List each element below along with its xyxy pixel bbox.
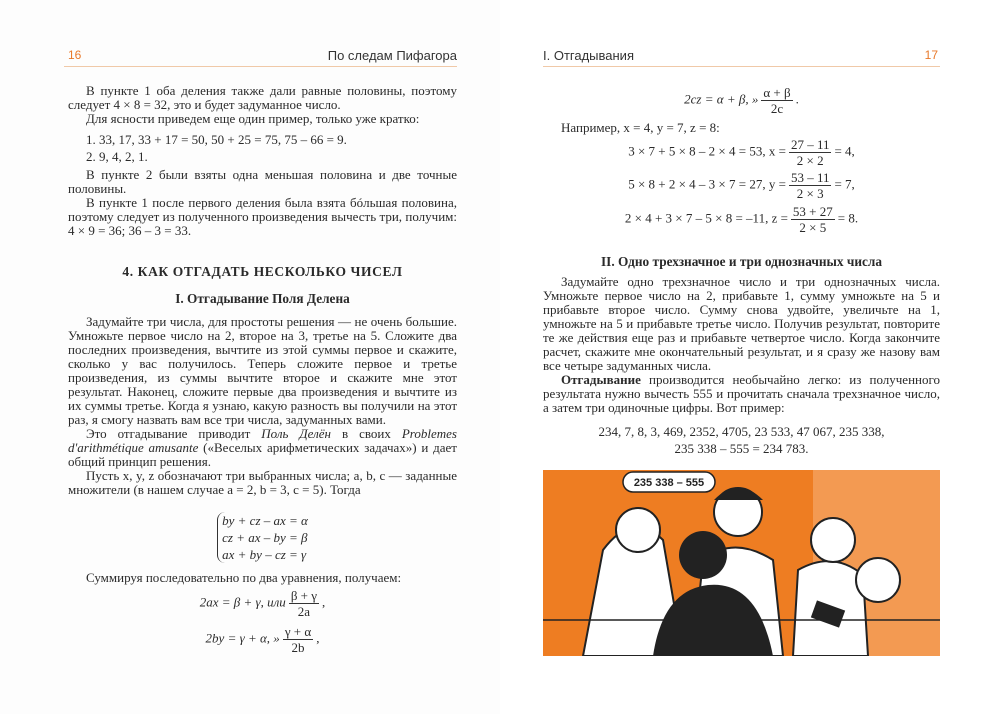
example-equation: 3 × 7 + 5 × 8 – 2 × 4 = 53, x = $\frac{27 - 11}{2 \times 2}$ = 4, [628,137,855,168]
subsection-title: II. Одно трехзначное и три однозначных числа [600,254,883,269]
paragraph: Для ясности приведем еще один пример, только уже кратко: [86,111,420,126]
running-head: По следам Пифагора [327,48,457,63]
left-section-body [68,315,457,497]
equation-system: by + cz – ax = α cz + ax – by = β ax + by – cz = γ [217,512,308,563]
example-sequence: 234, 7, 8, 3, 469, 2352, 4705, 23 533, 47 067, 235 338, [598,424,885,439]
page-number: 16 [68,48,82,62]
illustration-people-at-table [543,470,940,656]
list-item: 1. 33, 17, 33 + 17 = 50, 50 + 25 = 75, 75 – 66 = 9. [86,132,347,147]
paragraph: Отгадывание производится необычайно легко: из полученного результата нужно вычесть 555 и прочитать сначала трехзначное число, а затем три одиночные цифры. Вот пример: [543,372,940,415]
equation-system-wrap [68,512,457,563]
paragraph: Это отгадывание приводит Поль Делён в своих Problemes d'arithmétique amusante («Веселых арифметических задачах») и дает общий принцип решения. [68,426,457,469]
header-rule [543,66,940,67]
equation: 2cz = α + β, » $\frac{\alpha + \beta}{2c}$ . [684,85,799,116]
paragraph: Задумайте одно трехзначное число и три однозначных числа. Умножьте первое число на 2, прибавьте 1, сумму умножьте на 5 и прибавьте второе число. Сумму снова удвойте, увеличьте на 1, умножьте на 5 и прибавьте третье число. Получив результат, повторите те же действия еще раз и прибавьте четвертое число. Когда закончите расчет, скажите мне окончательный результат, и я сразу же назову вам все четыре задуманных числа. [543,274,940,373]
paragraph: В пункте 1 оба деления также дали равные половины, поэтому следует 4 × 8 = 32, это и будет задуманное число. [68,83,457,112]
paragraph: В пункте 2 были взяты одна меньшая половина и две точные половины. [68,167,457,196]
equation: 2by = γ + α, » $\frac{\gamma + \alpha}{2b}$ , [205,624,320,655]
example-equation: 2 × 4 + 3 × 7 – 5 × 8 = –11, z = $\frac{53 + 27}{2 \times 5}$ = 8. [624,204,859,235]
equation: 2ax = β + γ, или $\frac{\beta + \gamma}{2a}$ , [199,588,326,619]
subsection-title: I. Отгадывание Поля Делена [175,291,350,306]
paragraph: Например, x = 4, y = 7, z = 8: [561,120,720,135]
example-result: 235 338 – 555 = 234 783. [674,441,809,456]
left-paragraphs [68,168,457,238]
paragraph: Суммируя последовательно по два уравнения, получаем: [86,570,402,585]
list-item: 2. 9, 4, 2, 1. [86,149,148,164]
page-number: 17 [924,48,938,62]
left-intro [68,84,457,126]
paragraph: Задумайте три числа, для простоты решения — не очень большие. Умножьте первое число на 2, второе на 3, третье на 5. Сложите два последних произведения, вычтите из этой суммы первое и скажите, сколько у вас получилось. Теперь сложите первое и третье произведения, из суммы вычтите второе и скажите мне этот результат. Наконец, сложите первые два произведения и вычтите из их суммы третье. Когда я узнаю, какую разность вы получили на этот раз, я смогу назвать вам все три числа, задуманных вами. [68,314,457,427]
running-head: I. Отгадывания [543,48,634,63]
right-section-body [543,275,940,415]
speech-bubble-text: 235 338 – 555 [633,477,705,489]
section-title: 4. КАК ОТГАДАТЬ НЕСКОЛЬКО ЧИСЕЛ [122,264,403,279]
header-rule [64,66,457,67]
paragraph: В пункте 1 после первого деления была взята бóльшая половина, поэтому следует из полученного произведения вычесть три, получим: 4 × 9 = 36; 36 – 3 = 33. [68,195,457,238]
paragraph: Пусть x, y, z обозначают три выбранных числа; a, b, c — заданные множители (в нашем случае a = 2, b = 3, c = 5). Тогда [68,468,457,497]
example-equation: 5 × 8 + 2 × 4 – 3 × 7 = 27, y = $\frac{53 - 11}{2 \times 3}$ = 7, [628,170,855,201]
